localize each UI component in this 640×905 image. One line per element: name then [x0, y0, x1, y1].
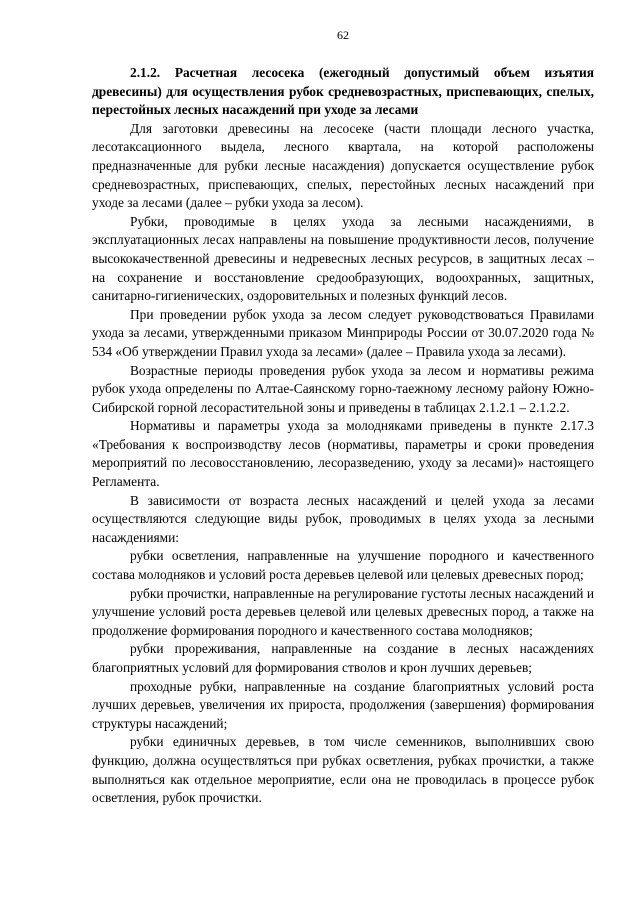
paragraph-rules-reference: При проведении рубок ухода за лесом следует руководствоваться Правилами ухода за лесами, утвержденными приказом Минприроды России от 30.07.2020 года № 534 «Об утверждении Правил ухода за лесами» (далее – Правила ухода за лесами).: [92, 306, 594, 359]
paragraph-harvesting-definition: Для заготовки древесины на лесосеке (части площади лесного участка, лесотаксационного выдела, лесного квартала, на которой расположены предназначенные для рубки лесные насаждения) допускается осуществление рубок средневозрастных, приспевающих, спелых, перестойных лесных насаждений при уходе за лесами (далее – рубки ухода за лесом).: [92, 120, 594, 211]
section-heading: 2.1.2. Расчетная лесосека (ежегодный допустимый объем изъятия древесины) для осуществления рубок средневозрастных, приспевающих, спелых, перестойных лесных насаждений при уходе за лесами: [92, 65, 594, 118]
list-item-single-tree-cutting: рубки единичных деревьев, в том числе семенников, выполнивших свою функцию, должна осуществляться при рубках осветления, рубках прочистки, а также выполняться как отдельное мероприятие, если она не проводилась в процессе рубок осветления, рубок прочистки.: [92, 734, 594, 806]
list-item-thinning-cutting: рубки прореживания, направленные на создание в лесных насаждениях благоприятных условий для формирования стволов и крон лучших деревьев;: [92, 641, 594, 675]
paragraph-age-periods: Возрастные периоды проведения рубок ухода за лесом и нормативы режима рубок ухода определены по Алтае-Саянскому горно-таежному лесному району Южно-Сибирской горной лесорастительной зоны и приведены в таблицах 2.1.2.1 – 2.1.2.2.: [92, 362, 594, 415]
list-item-passage-cutting: проходные рубки, направленные на создание благоприятных условий роста лучших деревьев, увеличения их прироста, продолжения (завершения) формирования структуры насаждений;: [92, 678, 594, 731]
list-item-clarification-cutting: рубки осветления, направленные на улучшение породного и качественного состава молодняков и условий роста деревьев целевой или целевых древесных пород;: [92, 548, 594, 583]
paragraph-young-stands: Нормативы и параметры ухода за молодняками приведены в пункте 2.17.3 «Требования к воспроизводству лесов (нормативы, параметры и сроки проведения мероприятий по лесовосстановлению, лесоразведению, уходу за лесами)» настоящего Регламента.: [92, 418, 594, 490]
paragraph-purpose: Рубки, проводимые в целях ухода за лесными насаждениями, в эксплуатационных лесах направлены на повышение продуктивности лесов, получение высококачественной древесины и недревесных лесных ресурсов, в защитных лесах – на сохранение и восстановление средообразующих, водоохранных, защитных, санитарно-гигиенических, оздоровительных и полезных функций лесов.: [92, 213, 594, 304]
page-number: 62: [337, 28, 349, 42]
paragraph-types-intro: В зависимости от возраста лесных насаждений и целей ухода за лесами осуществляются следующие виды рубок, проводимых в целях ухода за лесными насаждениями:: [92, 492, 594, 545]
document-page: [92, 28, 594, 808]
list-item-cleaning-cutting: рубки прочистки, направленные на регулирование густоты лесных насаждений и улучшение условий роста деревьев целевой или целевых древесных пород, а также на продолжение формирования породного и качественного состава молодняков;: [92, 585, 594, 638]
